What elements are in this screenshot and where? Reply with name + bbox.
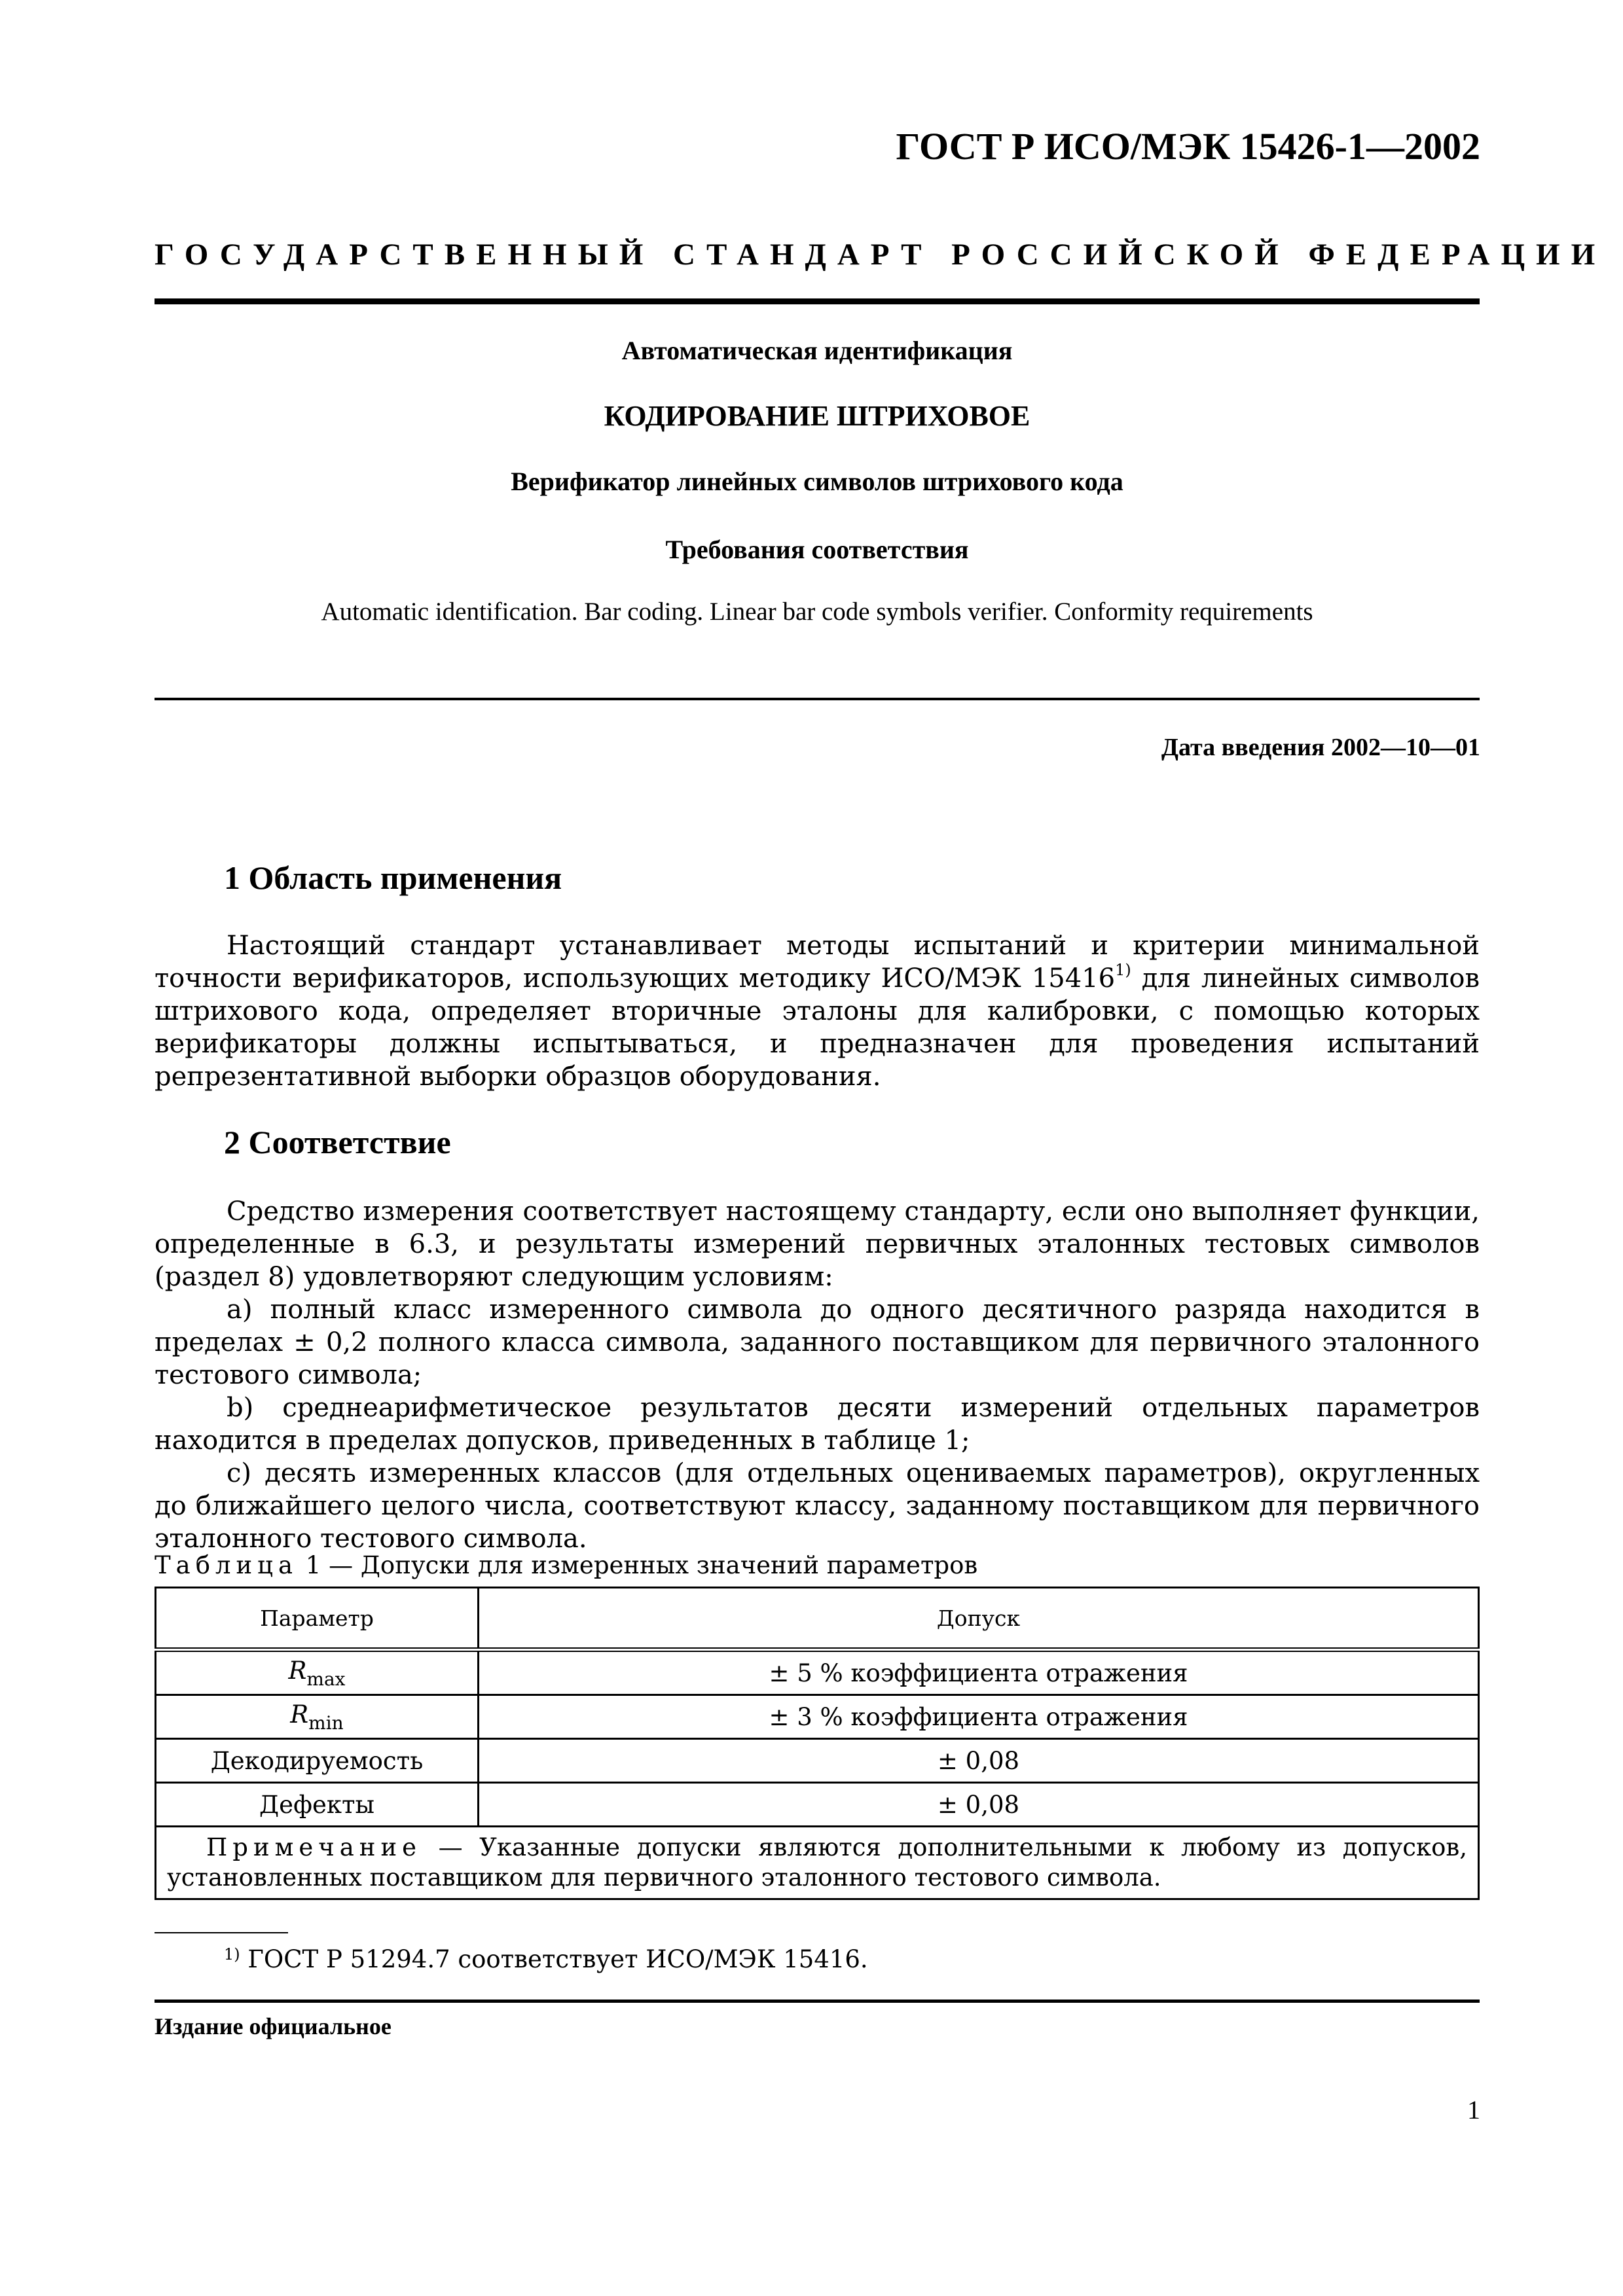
section-2-item-b: b) среднеарифметическое результатов десяти измерений отдельных параметров находится в пределах допусков, приведенных в таблице 1; [155, 1393, 1480, 1456]
table-header-row [156, 1588, 1479, 1650]
note-text: — Указанные допуски являются дополнительными к любому из допусков, установленных поставщиком для первичного эталонного тестового символа. [167, 1833, 1467, 1892]
table-row [156, 1650, 1479, 1695]
footer-rule [155, 2000, 1480, 2003]
section-1-text-b: для линейных символов штрихового кода, определяет вторичные эталоны для калибровки, с помощью которых верификаторы должны испытываться, и предназначен для проведения испытаний репрезентативной выборки образцов оборудования. [155, 963, 1480, 1092]
param-symbol: R [290, 1700, 309, 1729]
section-2-item-c: c) десять измеренных классов (для отдельных оцениваемых параметров), округленных до ближайшего целого числа, соответствуют классу, заданному поставщиком для первичного эталонного тестового символа. [155, 1458, 1480, 1554]
param-subscript: min [308, 1712, 344, 1734]
title-line-4: Требования соответствия [665, 535, 969, 564]
cell-tolerance: ± 0,08 [479, 1739, 1479, 1783]
page-number: 1 [1467, 2095, 1480, 2125]
param-subscript: max [306, 1668, 346, 1690]
table-note [156, 1827, 1479, 1899]
table-caption-text: 1 — Допуски для измеренных значений параметров [298, 1551, 978, 1579]
cell-param [156, 1695, 479, 1739]
tolerance-table [155, 1587, 1480, 1900]
english-title: Automatic identification. Bar coding. Linear bar code symbols verifier. Conformity requirements [321, 598, 1313, 626]
section-2-intro: Средство измерения соответствует настоящему стандарту, если оно выполняет функции, определенные в 6.3, и результаты измерений первичных эталонных тестовых символов (раздел 8) удовлетворяют следующим условиям: [155, 1196, 1480, 1292]
table-note-row [156, 1827, 1479, 1899]
title-line-3: Верификатор линейных символов штрихового кода [511, 467, 1123, 496]
section-1-paragraph [155, 929, 1480, 1093]
section-1-body [155, 929, 1480, 1093]
section-2-body [155, 1195, 1480, 1555]
table-row [156, 1695, 1479, 1739]
column-header-tolerance: Допуск [479, 1588, 1479, 1650]
official-edition: Издание официальное [155, 2013, 392, 2039]
cell-param: Декодируемость [156, 1739, 479, 1783]
footnote [224, 1945, 868, 1973]
cell-param [156, 1650, 479, 1695]
title-rule [155, 698, 1480, 700]
table-row [156, 1739, 1479, 1783]
table-caption-word: Таблица [155, 1551, 299, 1579]
note-label: Примечание [206, 1833, 422, 1861]
section-1-text-a: Настоящий стандарт устанавливает методы испытаний и критерии минимальной точности верификаторов, использующих методику ИСО/МЭК 15416 [155, 931, 1480, 994]
footnote-mark: 1) [224, 1945, 240, 1964]
cell-tolerance: ± 0,08 [479, 1783, 1479, 1827]
section-2-heading: 2 Соответствие [224, 1124, 451, 1160]
title-line-2: КОДИРОВАНИЕ ШТРИХОВОЕ [604, 400, 1030, 432]
cell-tolerance: ± 3 % коэффициента отражения [479, 1695, 1479, 1739]
cell-param: Дефекты [156, 1783, 479, 1827]
header-rule [155, 298, 1480, 304]
section-1-heading: 1 Область применения [224, 859, 562, 896]
param-symbol: R [288, 1656, 307, 1685]
table-caption [155, 1551, 977, 1579]
cell-tolerance: ± 5 % коэффициента отражения [479, 1650, 1479, 1695]
date-of-introduction: Дата введения 2002—10—01 [1161, 734, 1480, 761]
footnote-text: ГОСТ Р 51294.7 соответствует ИСО/МЭК 15416. [240, 1945, 868, 1973]
footnote-rule [155, 1932, 288, 1933]
standard-header: ГОСУДАРСТВЕННЫЙ СТАНДАРТ РОССИЙСКОЙ ФЕДЕРАЦИИ [155, 238, 1607, 272]
title-line-1: Автоматическая идентификация [621, 336, 1013, 365]
table-row [156, 1783, 1479, 1827]
footnote-mark: 1) [1115, 961, 1131, 979]
column-header-parameter: Параметр [156, 1588, 479, 1650]
document-code: ГОСТ Р ИСО/МЭК 15426-1—2002 [896, 125, 1480, 168]
section-2-item-a: а) полный класс измеренного символа до одного десятичного разряда находится в пределах ± 0,2 полного класса символа, заданного поставщиком для первичного эталонного тестового символа; [155, 1295, 1480, 1390]
